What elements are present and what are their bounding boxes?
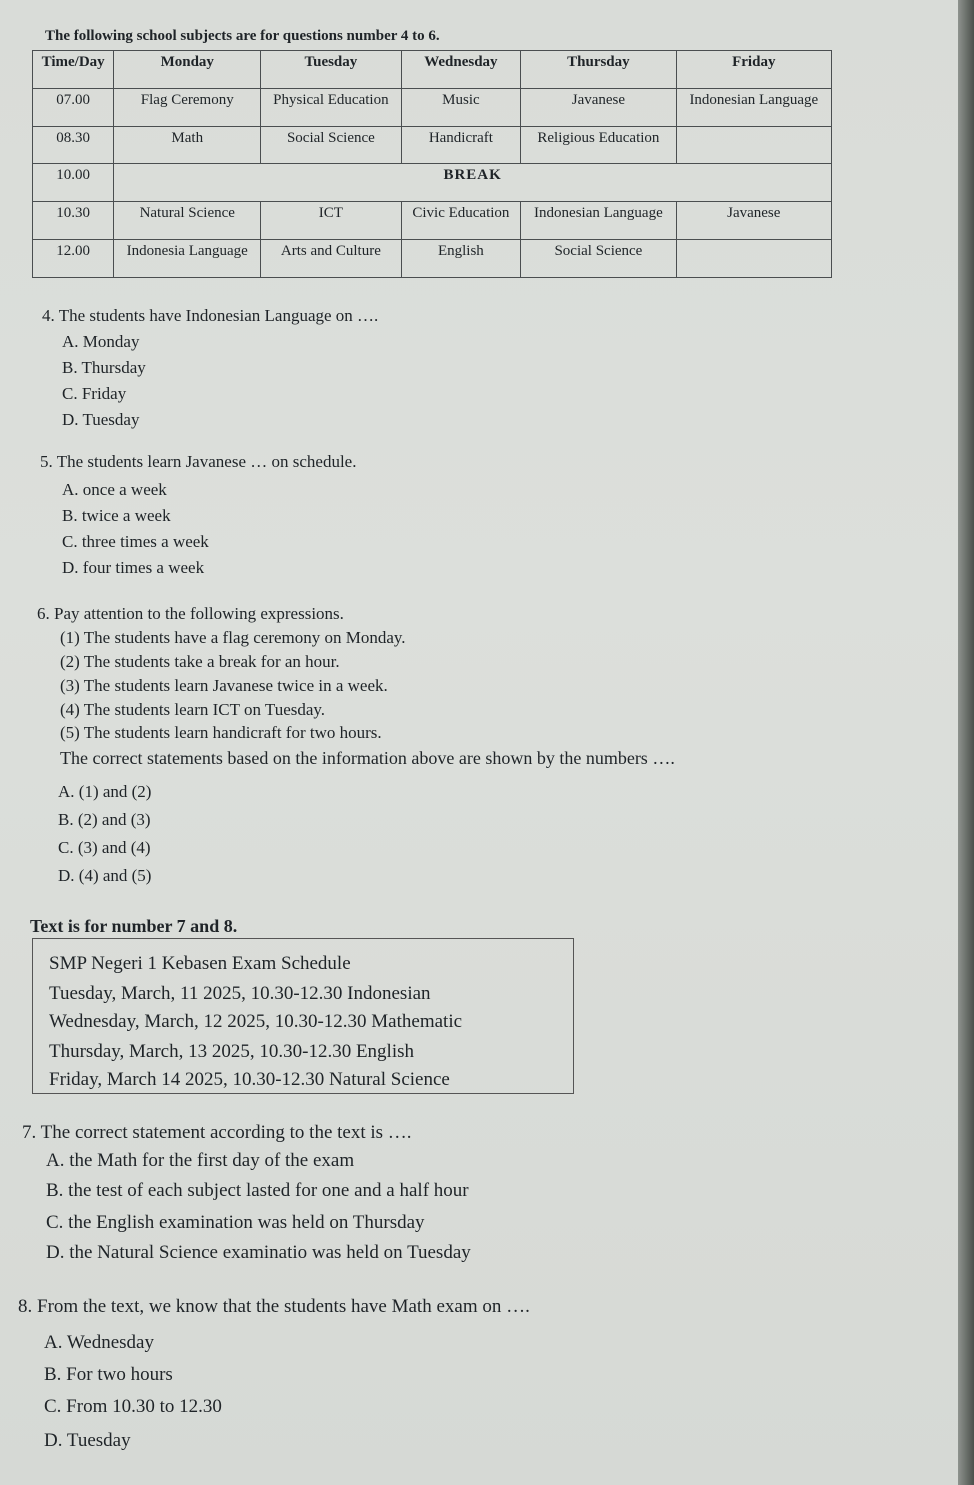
notice-line: Friday, March 14 2025, 10.30-12.30 Natural Science [49,1069,450,1090]
table-cell: English [401,240,521,278]
table-cell [676,240,831,278]
table-cell: Religious Education [521,126,676,164]
q7-option-c: C. the English examination was held on Thursday [46,1212,425,1233]
table-cell: Civic Education [401,202,521,240]
q6-option-d: D. (4) and (5) [58,866,152,885]
table-cell: ICT [261,202,401,240]
table-cell: Indonesian Language [676,88,831,126]
notice-line: Wednesday, March, 12 2025, 10.30-12.30 Mathematic [49,1011,463,1032]
schedule-table [32,50,832,278]
q5-option-c: C. three times a week [62,532,209,551]
table-cell: Javanese [676,202,831,240]
table-cell: Javanese [521,88,676,126]
notice-line: Thursday, March, 13 2025, 10.30-12.30 English [49,1041,414,1062]
question-8: 8. From the text, we know that the students have Math exam on …. [18,1296,530,1317]
table-header-row [33,51,832,89]
statement-3: (3) The students learn Javanese twice in a week. [60,676,388,695]
q5-option-a: A. once a week [62,480,167,499]
table-row [33,88,832,126]
q7-option-a: A. the Math for the first day of the exam [46,1150,355,1171]
table-cell: Social Science [261,126,401,164]
table-cell: Indonesia Language [114,240,261,278]
table-intro: The following school subjects are for questions number 4 to 6. [45,28,440,44]
table-cell: Flag Ceremony [114,88,261,126]
header-cell: Monday [114,51,261,89]
q4-option-b: B. Thursday [62,358,146,377]
q4-option-c: C. Friday [62,384,127,403]
header-cell: Friday [676,51,831,89]
question-4: 4. The students have Indonesian Language on …. [42,306,379,325]
q6-option-a: A. (1) and (2) [58,782,152,801]
time-cell: 10.00 [33,164,114,202]
q7-option-b: B. the test of each subject lasted for one and a half hour [46,1180,469,1201]
table-row-break [33,164,832,202]
table-cell: Math [114,126,261,164]
statement-1: (1) The students have a flag ceremony on Monday. [60,628,406,647]
header-cell: Wednesday [401,51,521,89]
time-cell: 07.00 [33,88,114,126]
statement-5: (5) The students learn handicraft for two hours. [60,723,382,742]
table-cell [676,126,831,164]
q5-option-d: D. four times a week [62,558,205,577]
q8-option-a: A. Wednesday [44,1332,154,1353]
table-cell: Arts and Culture [261,240,401,278]
text-heading: Text is for number 7 and 8. [30,916,238,936]
header-cell: Tuesday [261,51,401,89]
q6-option-b: B. (2) and (3) [58,810,151,829]
table-row [33,240,832,278]
q6-prompt: The correct statements based on the information above are shown by the numbers …. [60,748,675,768]
table-cell: Social Science [521,240,676,278]
q4-option-a: A. Monday [62,332,140,351]
header-cell: Time/Day [33,51,114,89]
statement-2: (2) The students take a break for an hour. [60,652,340,671]
header-cell: Thursday [521,51,676,89]
time-cell: 10.30 [33,202,114,240]
table-cell: Handicraft [401,126,521,164]
q4-option-d: D. Tuesday [62,410,140,429]
table-cell: Indonesian Language [521,202,676,240]
notice-line: Tuesday, March, 11 2025, 10.30-12.30 Indonesian [49,983,431,1004]
table-row [33,202,832,240]
q7-option-d: D. the Natural Science examinatio was held on Tuesday [46,1242,471,1263]
table-cell: Natural Science [114,202,261,240]
table-cell: Physical Education [261,88,401,126]
q8-option-b: B. For two hours [44,1364,173,1385]
q5-option-b: B. twice a week [62,506,171,525]
question-7: 7. The correct statement according to the text is …. [22,1122,412,1143]
page-edge-shadow [958,0,974,1485]
time-cell: 12.00 [33,240,114,278]
table-row [33,126,832,164]
question-6: 6. Pay attention to the following expressions. [37,604,344,623]
q6-option-c: C. (3) and (4) [58,838,151,857]
statement-4: (4) The students learn ICT on Tuesday. [60,700,326,719]
exam-schedule-notice [32,938,574,1094]
table-cell: Music [401,88,521,126]
break-cell: BREAK [114,164,832,202]
q8-option-d: D. Tuesday [44,1430,131,1451]
notice-line: SMP Negeri 1 Kebasen Exam Schedule [49,953,351,974]
time-cell: 08.30 [33,126,114,164]
question-5: 5. The students learn Javanese … on schedule. [40,452,357,471]
q8-option-c: C. From 10.30 to 12.30 [44,1396,222,1417]
